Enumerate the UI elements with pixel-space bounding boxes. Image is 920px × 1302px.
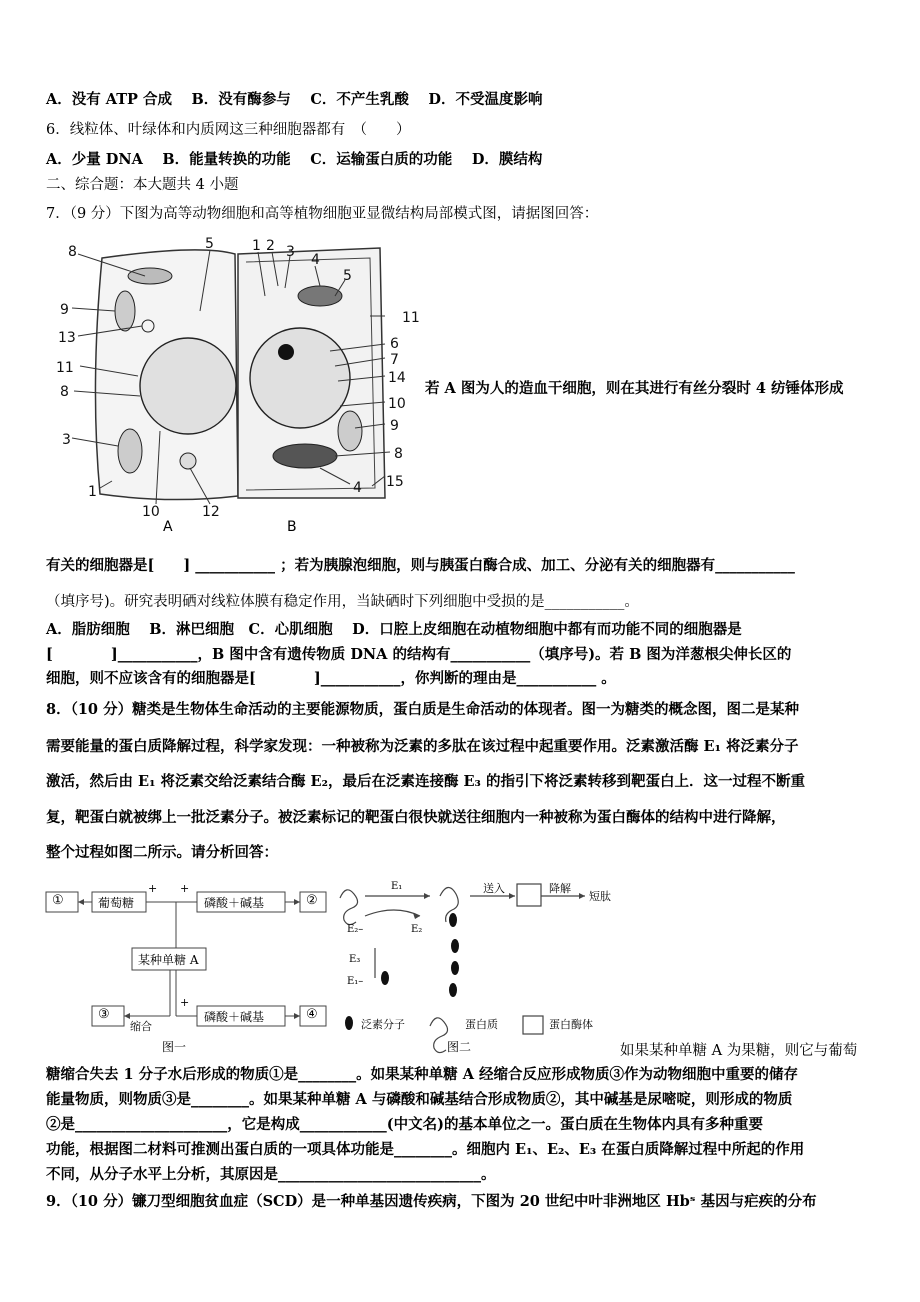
q5-options: A．没有 ATP 合成 B．没有酶参与 C．不产生乳酸 D．不受温度影响 <box>46 91 543 108</box>
svg-text:9: 9 <box>390 418 399 434</box>
fig1-plus-3: + <box>180 996 190 1009</box>
cell-diagram <box>50 236 425 541</box>
fig1-monosaccharide-a: 某种单糖 A <box>138 953 199 967</box>
svg-text:15: 15 <box>386 474 404 490</box>
q7-text-3: （填序号)。研究表明硒对线粒体膜有稳定作用，当缺硒时下列细胞中受损的是___________。 <box>46 594 639 610</box>
svg-text:5: 5 <box>343 268 352 284</box>
figure-two-ubiquitin <box>335 878 625 1056</box>
svg-text:5: 5 <box>205 236 214 252</box>
q8-text-6: 如果某种单糖 A 为果糖，则它与葡萄 <box>620 1043 858 1059</box>
q8-text-8: 能量物质，则物质③是________。如果某种单糖 A 与磷酸和碱基结合形成物质②，其中碱基是尿嘧啶，则形成的物质 <box>46 1091 793 1108</box>
svg-text:9: 9 <box>60 302 69 318</box>
q8-text-10: 功能，根据图二材料可推测出蛋白质的一项具体功能是________。细胞内 E₁、E₂、E₃ 在蛋白质降解过程中所起的作用 <box>46 1141 805 1158</box>
fig1-circle-4: ④ <box>306 1007 318 1022</box>
q7-text-1: 若 A 图为人的造血干细胞，则在其进行有丝分裂时 4 纺锤体形成 <box>425 380 844 397</box>
svg-text:4: 4 <box>353 480 362 496</box>
q8-text-2: 需要能量的蛋白质降解过程，科学家发现：一种被称为泛素的多肽在该过程中起重要作用。泛素激活酶 E₁ 将泛素分子 <box>46 738 799 755</box>
svg-text:1: 1 <box>88 484 97 500</box>
fig2-short-peptide: 短肽 <box>589 890 611 903</box>
q8-text-3: 激活，然后由 E₁ 将泛素交给泛素结合酶 E₂，最后在泛素连接酶 E₃ 的指引下将泛素转移到靶蛋白上．这一过程不断重 <box>46 773 805 790</box>
q7-text-2: 有关的细胞器是[ ] ___________ ；若为胰腺泡细胞，则与胰蛋白酶合成、加工、分泌有关的细胞器有___________ <box>46 557 795 574</box>
fig1-circle-2: ② <box>306 893 318 908</box>
svg-text:2: 2 <box>266 238 275 254</box>
fig1-circle-3: ③ <box>98 1007 110 1022</box>
svg-text:10: 10 <box>142 504 160 520</box>
svg-text:1: 1 <box>252 238 261 254</box>
q8-text-4: 复，靶蛋白就被绑上一批泛素分子。被泛素标记的靶蛋白很快就送往细胞内一种被称为蛋白酶体的结构中进行降解， <box>46 809 786 826</box>
fig2-e1-minus: E₁– <box>347 976 364 987</box>
figure-one-sugar-map <box>42 880 332 1055</box>
fig1-phosphate-base-2: 磷酸＋碱基 <box>204 1010 265 1024</box>
fig2-degrade: 降解 <box>549 882 571 895</box>
fig1-plus-2: + <box>180 882 190 895</box>
q7-text-4: A．脂肪细胞 B．淋巴细胞 C．心肌细胞 D．口腔上皮细胞在动植物细胞中都有而功能不同的细胞器是 <box>46 621 742 638</box>
fig2-e3: E₃ <box>349 954 361 965</box>
svg-text:8: 8 <box>68 244 77 260</box>
fig2-enter: 送入 <box>483 882 505 895</box>
svg-text:14: 14 <box>388 370 406 386</box>
svg-text:7: 7 <box>390 352 399 368</box>
q8-text-5: 整个过程如图二所示。请分析回答： <box>46 844 278 861</box>
fig1-glucose: 葡萄糖 <box>98 896 135 910</box>
svg-text:11: 11 <box>402 310 420 326</box>
fig1-caption: 图一 <box>162 1040 187 1054</box>
section-heading: 二、综合题：本大题共 4 小题 <box>46 177 239 193</box>
fig2-legend-protein: 蛋白质 <box>465 1018 498 1031</box>
svg-text:8: 8 <box>394 446 403 462</box>
fig2-e1-top: E₁ <box>391 881 403 892</box>
svg-text:13: 13 <box>58 330 76 346</box>
fig2-caption: 图二 <box>447 1040 472 1054</box>
q6-options: A．少量 DNA B．能量转换的功能 C．运输蛋白质的功能 D．膜结构 <box>46 151 543 168</box>
fig2-legend-proteasome: 蛋白酶体 <box>549 1018 593 1031</box>
svg-text:6: 6 <box>390 336 399 352</box>
fig2-e2-minus: E₂– <box>347 924 364 935</box>
q8-text-1: 8．（10 分）糖类是生物体生命活动的主要能源物质，蛋白质是生命活动的体现者。图一为糖类的概念图，图二是某种 <box>46 701 800 718</box>
svg-text:12: 12 <box>202 504 220 520</box>
fig2-e2: E₂ <box>411 924 423 935</box>
fig1-plus-1: + <box>148 882 158 895</box>
svg-text:10: 10 <box>388 396 406 412</box>
q6-stem: 6．线粒体、叶绿体和内质网这三种细胞器都有 （ ） <box>46 122 411 138</box>
svg-text:11: 11 <box>56 360 74 376</box>
fig2-legend-ubiquitin: 泛素分子 <box>361 1018 405 1031</box>
q7-text-6: 细胞，则不应该含有的细胞器是[ ]___________，你判断的理由是___________ 。 <box>46 670 616 687</box>
q7-stem: 7．（9 分）下图为高等动物细胞和高等植物细胞亚显微结构局部模式图，请据图回答： <box>46 206 599 222</box>
q9-stem: 9．（10 分）镰刀型细胞贫血症（SCD）是一种单基因遗传疾病，下图为 20 世纪中叶非洲地区 Hbˢ 基因与疟疾的分布 <box>46 1193 817 1210</box>
cell-b-label: B <box>287 519 297 535</box>
svg-text:3: 3 <box>286 244 295 260</box>
q8-text-11: 不同，从分子水平上分析，其原因是____________________________。 <box>46 1166 496 1183</box>
fig1-condense-label: 缩合 <box>130 1020 152 1033</box>
q8-text-9: ②是_____________________，它是构成____________(中文名)的基本单位之一。蛋白质在生物体内具有多种重要 <box>46 1116 763 1133</box>
cell-a-label: A <box>163 519 173 535</box>
fig1-phosphate-base-1: 磷酸＋碱基 <box>204 896 265 910</box>
svg-text:8: 8 <box>60 384 69 400</box>
fig1-circle-1: ① <box>52 893 64 908</box>
q7-text-5: [ ]___________，B 图中含有遗传物质 DNA 的结构有___________（填序号)。若 B 图为洋葱根尖伸长区的 <box>46 646 792 663</box>
svg-text:4: 4 <box>311 252 320 268</box>
svg-text:3: 3 <box>62 432 71 448</box>
q8-text-7: 糖缩合失去 1 分子水后形成的物质①是________。如果某种单糖 A 经缩合反应形成物质③作为动物细胞中重要的储存 <box>46 1066 799 1083</box>
